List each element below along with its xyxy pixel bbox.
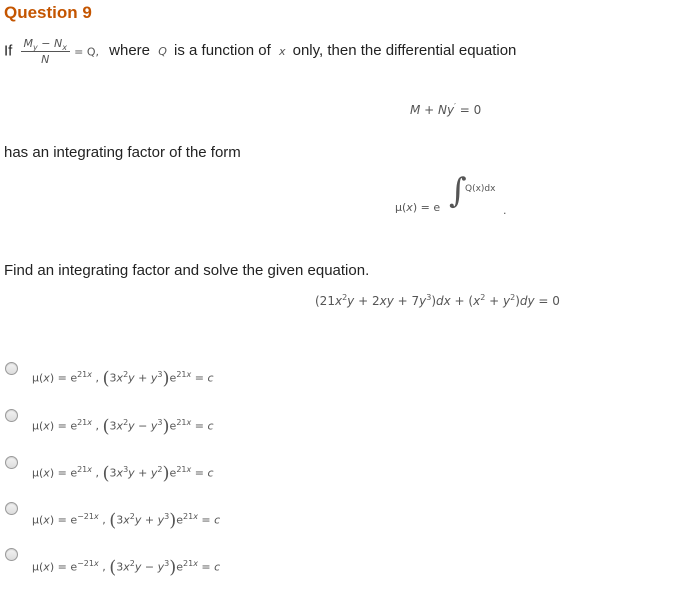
option-5-radio[interactable] bbox=[5, 548, 18, 561]
equation-m-ny: M + Ny′ = 0 bbox=[410, 102, 482, 117]
option-3-label[interactable]: $\mu(x) = e^{21x}$ , $(3x^3y + y^2)e^{21x} = c$ bbox=[32, 463, 214, 484]
find-text: Find an integrating factor and solve the given equation. bbox=[4, 262, 370, 279]
option-1-radio[interactable] bbox=[5, 362, 18, 375]
equals-q: = Q, bbox=[74, 45, 99, 59]
option-4-label[interactable]: $\mu(x) = e^{-21x}$ , $(3x^2y + y^3)e^{21x} = c$ bbox=[32, 510, 221, 531]
given-equation: $(21x^2y + 2xy + 7y^3)dx + (x^2 + y^2)dy = 0$ bbox=[315, 293, 560, 308]
fraction-numerator: $M_y - N_x$ bbox=[21, 37, 70, 52]
if-word: If bbox=[4, 42, 13, 60]
fraction bbox=[21, 37, 70, 66]
has-factor-text: has an integrating factor of the form bbox=[4, 144, 241, 161]
q-symbol: Q bbox=[158, 45, 167, 59]
mu-period: . bbox=[503, 204, 507, 217]
x-symbol: x bbox=[278, 45, 286, 59]
option-2-radio[interactable] bbox=[5, 409, 18, 422]
mu-lhs: μ(x) = e bbox=[395, 201, 441, 214]
integral-sign: ∫ bbox=[449, 171, 467, 211]
option-1-label[interactable]: $\mu(x) = e^{21x}$ , $(3x^2y + y^3)e^{21x} = c$ bbox=[32, 368, 214, 389]
question-title: Question 9 bbox=[4, 3, 92, 22]
mu-formula bbox=[395, 172, 515, 222]
intro-line bbox=[4, 37, 516, 66]
intro-rest: only, then the differential equation bbox=[292, 42, 517, 60]
where-word: where bbox=[109, 42, 151, 60]
option-5-label[interactable]: $\mu(x) = e^{-21x}$ , $(3x^2y - y^3)e^{21x} = c$ bbox=[32, 557, 221, 578]
option-3-radio[interactable] bbox=[5, 456, 18, 469]
option-2-label[interactable]: $\mu(x) = e^{21x}$ , $(3x^2y - y^3)e^{21x} = c$ bbox=[32, 416, 214, 437]
fraction-denominator: N bbox=[41, 53, 50, 66]
mu-exponent: Q(x)dx bbox=[465, 184, 496, 194]
option-4-radio[interactable] bbox=[5, 502, 18, 515]
function-of-text: is a function of bbox=[174, 42, 271, 60]
